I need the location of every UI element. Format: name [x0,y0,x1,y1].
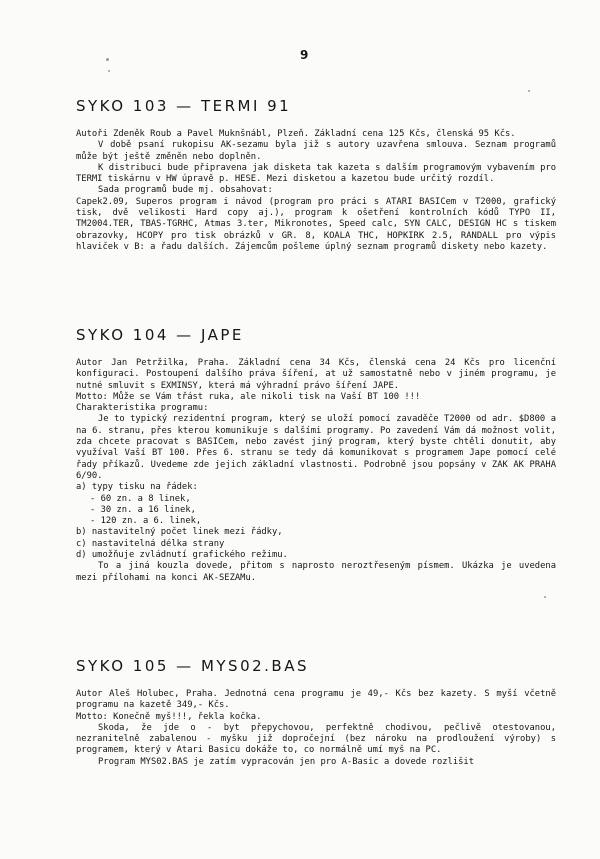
list-item: d) umožňuje zvládnutí grafického režimu. [76,550,288,561]
paragraph: K distribuci bude připravena jak disketa tak kazeta s dalším programovým vybavením pro TERMI tiskárnu v HW úpravě p. HESE. Mezi disketou a kazetou bude určitý rozdíl. [76,162,556,185]
section-heading: SYKO 103 — TERMI 91 [76,97,292,115]
motto: Motto: Může se Vám třást ruka, ale nikoli tisk na Vaší BT 100 !!! [76,391,421,402]
scan-speck [108,70,110,72]
paragraph: Capek2.09, Superos program i návod (program pro práci s ATARI BASICem v T2000, grafický tisk, dvě velikosti Hard copy aj.), program k ošetření kontrolních kódů TYPO II, TM2004.TER, TBAS-TGRHC, Atmas 3.ter, Mikronotes, Speed calc, SYN CALC, DESIGN HC s tiskem obrazovky, HCOPY pro tisk obrázků v GR. 8, KOALA THC, HOPKIRK 2.5, RANDALL pro výpis hlaviček v B: a řadu dalších. Zájemcům pošleme úplný seznam programů diskety nebo kazety. [76,196,556,252]
paragraph: Program MYS02.BAS je zatím vypracován jen pro A-Basic a dovede rozlišit [98,756,475,767]
section-body [76,689,556,768]
feature-list [76,482,556,561]
paragraph: Charakteristika programu: [76,403,209,414]
list-item: - 120 zn. a 6. linek, [90,516,202,527]
section-syko-105 [76,657,556,768]
list-item: b) nastavitelný počet linek mezi řádky, [76,527,283,538]
paragraph: Autor Aleš Holubec, Praha. Jednotná cena programu je 49,- Kčs bez kazety. S myší včetně programu na kazetě 349,- Kčs. [76,689,556,711]
section-syko-104 [76,326,556,584]
paragraph: Je to typický rezidentní program, který se uloží pomocí zavaděče T2000 od adr. $D800 a na 6. stranu, přes kterou komunikuje s dalšími programy. Po zavedení Vám dá možnost volit, zda chcete pracovat s BASICem, nebo zavést jiný program, který byste chtěli donutit, aby využíval Vaší BT 100. Přes 6. stranu se tedy dá komunikovat s programem Jape pomocí celé řady příkazů. Uvedeme zde jejich základní vlastnosti. Podrobně jsou popsány v ZAK AK PRAHA 6/90. [76,414,556,481]
section-syko-103 [76,97,556,253]
list-item: - 60 zn. a 8 linek, [90,493,191,504]
section-heading: SYKO 105 — MYS02.BAS [76,657,309,675]
motto: Motto: Konečně myš!!!, řekla kočka. [76,711,262,722]
paragraph: Autor Jan Petržilka, Praha. Základní cena 34 Kčs, členská cena 24 Kčs pro licenční konfiguraci. Postoupení dalšího práva šíření, at už samostatně nebo v jiném programu, je nutné smluvit s EXMINSY, která má výhradní právo šíření JAPE. [76,358,556,391]
scan-speck [544,596,546,598]
scan-speck [528,90,530,92]
paragraph: Skoda, že jde o - byt přepychovou, perfektně chodivou, pečlivě otestovanou, nezranitelně zabalenou - myšku již dopročejní (bez nároku na prodloužení výroby) s programem, který v Atari Basicu dokáže to, co normálně umí myš na PC. [76,722,556,756]
page-number: 9 [300,48,309,62]
list-item: a) typy tisku na řádek: [76,482,198,493]
section-body [76,129,556,253]
list-item: c) nastavitelná délka strany [76,538,225,549]
paragraph: Autoři Zdeněk Roub a Pavel Muknšnábl, Plzeň. Základní cena 125 Kčs, členská 95 Kčs. [76,129,516,139]
section-body [76,358,556,584]
paragraph: Sada programů bude mj. obsahovat: [98,185,273,196]
scan-speck [106,58,109,61]
paragraph: V době psaní rukopisu AK-sezamu byla již s autory uzavřena smlouva. Seznam programů může být ještě změněn nebo doplněn. [76,140,556,162]
section-heading: SYKO 104 — JAPE [76,326,244,344]
paragraph: To a jiná kouzla dovede, přitom s naprosto neroztřeseným písmem. Ukázka je uvedena mezi přílohami na konci AK-SEZAMu. [76,561,556,583]
list-item: - 30 zn. a 16 linek, [90,504,196,515]
